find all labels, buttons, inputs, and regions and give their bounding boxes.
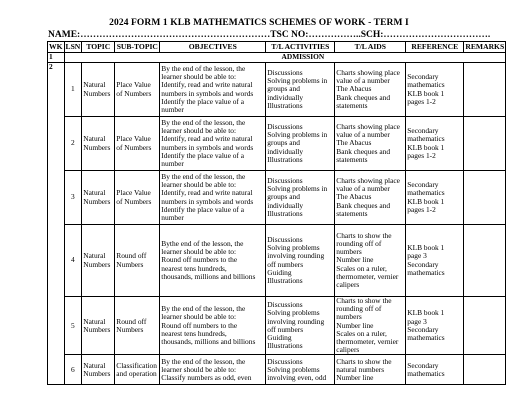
reference-cell-line: Secondary — [407, 72, 439, 82]
objectives-cell-line: thousands, millions and billions — [161, 271, 256, 281]
topic-cell-line: Natural — [83, 316, 106, 326]
subtopic-cell — [115, 355, 160, 385]
week-cell: 2 — [48, 63, 65, 385]
activities-cell-line: Solving problems — [267, 243, 320, 253]
topic-cell-line: Numbers — [83, 88, 111, 98]
aids-cell-line: Charts to show the — [336, 356, 392, 366]
activities-cell-line: Solving problems in — [267, 76, 328, 86]
aids-cell-line: value of a number — [336, 76, 390, 86]
activities-cell-line: off numbers — [267, 324, 304, 334]
objectives-cell-line: Bythe end of the lesson, the — [161, 238, 244, 248]
document-title: 2024 FORM 1 KLB MATHEMATICS SCHEMES OF WORK - TERM I — [109, 18, 409, 28]
aids-cell-line: Charts showing place — [336, 67, 400, 77]
objectives-cell-line: number — [161, 158, 184, 168]
activities-cell-line: individually — [267, 200, 304, 210]
school-field: SCH:……………………………. — [360, 30, 491, 40]
reference-cell-line: Secondary — [407, 126, 439, 136]
topic-cell-line: Numbers — [83, 259, 111, 269]
aids-cell-line: Bank cheques and — [336, 92, 391, 102]
aids-cell — [335, 355, 406, 385]
objectives-cell-line: Round off numbers to the — [161, 320, 238, 330]
reference-cell-line: Secondary — [407, 360, 439, 370]
activities-cell-line: involving even, odd — [267, 373, 327, 383]
subtopic-cell-line: of Numbers — [116, 88, 152, 98]
reference-cell — [406, 171, 464, 225]
activities-cell-line: Illustrations — [267, 341, 303, 351]
objectives-cell-line: numbers in symbols and words — [161, 142, 254, 152]
name-field: NAME:…………………………………………………… — [48, 30, 271, 40]
topic-cell — [82, 117, 115, 171]
activities-cell — [266, 171, 335, 225]
header-activities: T/L ACTIVITIES — [266, 42, 335, 53]
topic-cell-line: Natural — [83, 80, 106, 90]
header-topic: TOPIC — [82, 42, 115, 53]
subtopic-cell-line: Round off — [116, 251, 147, 261]
topic-cell — [82, 355, 115, 385]
remarks-cell — [464, 225, 506, 297]
topic-cell-line: Numbers — [83, 368, 111, 378]
aids-cell-line: Charts showing place — [336, 121, 400, 131]
aids-cell-line: statements — [336, 154, 368, 164]
aids-cell-line: Bank cheques and — [336, 146, 391, 156]
aids-cell-line: Scales on a ruler, — [336, 263, 387, 273]
activities-cell-line: Guiding — [267, 332, 292, 342]
activities-cell-line: Illustrations — [267, 100, 303, 110]
table-row — [48, 225, 506, 297]
subtopic-cell — [115, 297, 160, 355]
activities-cell-line: groups and — [267, 84, 300, 94]
subtopic-cell — [115, 117, 160, 171]
aids-cell-line: calipers — [336, 345, 360, 355]
subtopic-cell-line: and operation — [116, 368, 157, 378]
objectives-cell-line: Identify, read and write natural — [161, 80, 253, 90]
objectives-cell-line: number — [161, 212, 184, 222]
reference-cell-line: mathematics — [407, 80, 445, 90]
activities-cell-line: Guiding — [267, 267, 292, 277]
header-aids: T/L AIDS — [335, 42, 406, 53]
admission-cell — [64, 53, 506, 63]
admission-row — [48, 53, 506, 63]
reference-cell-line: KLB book 1 — [407, 88, 445, 98]
topic-cell-line: Natural — [83, 360, 106, 370]
activities-cell-line: Illustrations — [267, 275, 303, 285]
week-cell: 1 — [48, 53, 65, 63]
subtopic-cell-line: Place Value — [116, 80, 151, 90]
objectives-cell-line: learner should be able to: — [161, 180, 236, 190]
objectives-cell — [160, 355, 266, 385]
aids-cell-line: rounding off of — [336, 304, 382, 314]
objectives-cell-line: By the end of the lesson, the — [161, 356, 246, 366]
objectives-cell-line: nearest tens hundreds, — [161, 263, 227, 273]
activities-cell-line: Solving problems in — [267, 130, 328, 140]
aids-cell — [335, 297, 406, 355]
activities-cell-line: Illustrations — [267, 208, 303, 218]
remarks-cell — [464, 355, 506, 385]
aids-cell-line: The Abacus — [336, 138, 372, 148]
header-reference: REFERENCE — [406, 42, 464, 53]
objectives-cell-line: number — [161, 104, 184, 114]
header-wk: WK — [49, 41, 63, 51]
lesson-number: 5 — [64, 297, 82, 355]
aids-cell — [335, 225, 406, 297]
objectives-cell-line: numbers in symbols and words — [161, 196, 254, 206]
objectives-cell-line: learner should be able to: — [161, 126, 236, 136]
topic-cell — [82, 171, 115, 225]
aids-cell-line: Charts showing place — [336, 175, 400, 185]
reference-cell-line: pages 1-2 — [407, 204, 436, 214]
topic-cell — [82, 63, 115, 117]
objectives-cell-line: Classify numbers as odd, even — [161, 373, 252, 383]
activities-cell-line: Discussions — [267, 175, 303, 185]
lesson-number: 3 — [64, 171, 82, 225]
table-row — [48, 117, 506, 171]
aids-cell-line: Charts to show the — [336, 296, 392, 305]
reference-cell-line: pages 1-2 — [407, 150, 436, 160]
reference-cell-line: KLB book 1 — [407, 308, 445, 318]
remarks-cell — [464, 117, 506, 171]
aids-cell — [335, 63, 406, 117]
activities-cell-line: off numbers — [267, 259, 304, 269]
topic-cell-line: Natural — [83, 188, 106, 198]
objectives-cell-line: learner should be able to: — [161, 312, 236, 322]
table-row — [48, 355, 506, 385]
objectives-cell — [160, 63, 266, 117]
lesson-number: 4 — [64, 225, 82, 297]
aids-cell-line: The Abacus — [336, 192, 372, 202]
activities-cell — [266, 225, 335, 297]
activities-cell — [266, 297, 335, 355]
objectives-cell-line: learner should be able to: — [161, 247, 236, 257]
objectives-cell-line: numbers in symbols and words — [161, 88, 254, 98]
reference-cell-line: Secondary — [407, 259, 439, 269]
aids-cell-line: statements — [336, 208, 368, 218]
aids-cell-line: thermometer, vernier — [336, 271, 399, 281]
reference-cell — [406, 355, 464, 385]
table-row — [48, 63, 506, 117]
objectives-cell-line: Identify the place value of a — [161, 204, 244, 214]
topic-cell-line: Natural — [83, 134, 106, 144]
objectives-cell-line: Round off numbers to the — [161, 255, 238, 265]
objectives-cell-line: Identify, read and write natural — [161, 188, 253, 198]
aids-cell-line: Scales on a ruler, — [336, 328, 387, 338]
objectives-cell — [160, 225, 266, 297]
lesson-number: 6 — [64, 355, 82, 385]
activities-cell — [266, 63, 335, 117]
aids-cell-line: calipers — [336, 280, 360, 289]
reference-cell-line: pages 1-2 — [407, 96, 436, 106]
objectives-cell-line: By the end of the lesson, the — [161, 117, 246, 127]
remarks-cell — [464, 63, 506, 117]
header-objectives: OBJECTIVES — [160, 42, 266, 53]
topic-cell — [82, 297, 115, 355]
table-row — [48, 297, 506, 355]
aids-cell-line: The Abacus — [336, 84, 372, 94]
remarks-cell — [464, 171, 506, 225]
aids-cell-line: Number line — [336, 373, 374, 383]
subtopic-cell-line: Place Value — [116, 134, 151, 144]
objectives-cell — [160, 171, 266, 225]
aids-cell-line: Bank cheques and — [336, 200, 391, 210]
subtopic-cell-line: Place Value — [116, 188, 151, 198]
subtopic-cell — [115, 63, 160, 117]
reference-cell-line: page 3 — [407, 251, 427, 261]
objectives-cell — [160, 117, 266, 171]
objectives-cell-line: By the end of the lesson, the — [161, 304, 246, 314]
reference-cell-line: mathematics — [407, 134, 445, 144]
activities-cell-line: Discussions — [267, 67, 303, 77]
activities-cell-line: involving rounding — [267, 316, 325, 326]
activities-cell-line: Solving problems — [267, 364, 320, 374]
objectives-cell-line: learner should be able to: — [161, 72, 236, 82]
objectives-cell-line: nearest tens hundreds, — [161, 328, 227, 338]
activities-cell-line: Discussions — [267, 234, 303, 244]
topic-cell-line: Numbers — [83, 142, 111, 152]
objectives-cell-line: learner should be able to: — [161, 364, 236, 374]
topic-cell — [82, 225, 115, 297]
aids-cell-line: Number line — [336, 255, 374, 265]
header-lsn: LSN — [65, 41, 81, 51]
header-row — [48, 42, 506, 53]
reference-cell-line: mathematics — [407, 267, 445, 277]
objectives-cell-line: thousands, millions and billions — [161, 337, 256, 347]
reference-cell-line: mathematics — [407, 332, 445, 342]
aids-cell-line: thermometer, vernier — [336, 337, 399, 347]
reference-cell-line: page 3 — [407, 316, 427, 326]
subtopic-cell — [115, 171, 160, 225]
header-subtopic: SUB-TOPIC — [116, 41, 158, 51]
activities-cell — [266, 355, 335, 385]
subtopic-cell-line: Classification — [116, 360, 157, 370]
activities-cell-line: Solving problems — [267, 308, 320, 318]
objectives-cell-line: By the end of the lesson, the — [161, 63, 246, 73]
activities-cell-line: involving rounding — [267, 251, 325, 261]
objectives-cell-line: Identify, read and write natural — [161, 134, 253, 144]
aids-cell-line: numbers — [336, 312, 362, 322]
reference-cell — [406, 117, 464, 171]
aids-cell — [335, 117, 406, 171]
objectives-cell-line: Identify the place value of a — [161, 96, 244, 106]
activities-cell-line: individually — [267, 92, 304, 102]
activities-cell-line: Solving problems in — [267, 184, 328, 194]
aids-cell-line: Charts to show the — [336, 230, 392, 240]
subtopic-cell-line: of Numbers — [116, 142, 152, 152]
lesson-number: 2 — [64, 117, 82, 171]
reference-cell — [406, 297, 464, 355]
reference-cell-line: KLB book 1 — [407, 243, 445, 253]
activities-cell — [266, 117, 335, 171]
tsc-field: TSC NO:…………….. — [270, 30, 361, 40]
subtopic-cell-line: Round off — [116, 316, 147, 326]
aids-cell-line: rounding off of — [336, 238, 382, 248]
subtopic-cell-line: Numbers — [116, 324, 144, 334]
aids-cell-line: statements — [336, 100, 368, 110]
subtopic-cell-line: Numbers — [116, 259, 144, 269]
aids-cell-line: natural numbers — [336, 364, 385, 374]
aids-cell — [335, 171, 406, 225]
activities-cell-line: Illustrations — [267, 154, 303, 164]
activities-cell-line: Discussions — [267, 121, 303, 131]
topic-cell-line: Natural — [83, 251, 106, 261]
scheme-table — [47, 41, 506, 385]
reference-cell-line: mathematics — [407, 368, 445, 378]
reference-cell-line: KLB book 1 — [407, 142, 445, 152]
activities-cell-line: groups and — [267, 138, 300, 148]
objectives-cell-line: By the end of the lesson, the — [161, 171, 246, 181]
topic-cell-line: Numbers — [83, 324, 111, 334]
activities-cell-line: Discussions — [267, 300, 303, 310]
activities-cell-line: individually — [267, 146, 304, 156]
reference-cell-line: Secondary — [407, 324, 439, 334]
reference-cell-line: Secondary — [407, 180, 439, 190]
objectives-cell — [160, 297, 266, 355]
topic-cell-line: Numbers — [83, 196, 111, 206]
admission-label: ADMISSION — [281, 52, 325, 62]
activities-cell-line: groups and — [267, 192, 300, 202]
reference-cell-line: KLB book 1 — [407, 196, 445, 206]
reference-cell — [406, 63, 464, 117]
aids-cell-line: value of a number — [336, 184, 390, 194]
lesson-number: 1 — [64, 63, 82, 117]
subtopic-cell — [115, 225, 160, 297]
header-remarks: REMARKS — [465, 41, 505, 51]
aids-cell-line: value of a number — [336, 130, 390, 140]
reference-cell-line: mathematics — [407, 188, 445, 198]
table-row — [48, 171, 506, 225]
reference-cell — [406, 225, 464, 297]
aids-cell-line: numbers — [336, 247, 362, 257]
aids-cell-line: Number line — [336, 320, 374, 330]
subtopic-cell-line: of Numbers — [116, 196, 152, 206]
activities-cell-line: Discussions — [267, 356, 303, 366]
objectives-cell-line: Identify the place value of a — [161, 150, 244, 160]
remarks-cell — [464, 297, 506, 355]
